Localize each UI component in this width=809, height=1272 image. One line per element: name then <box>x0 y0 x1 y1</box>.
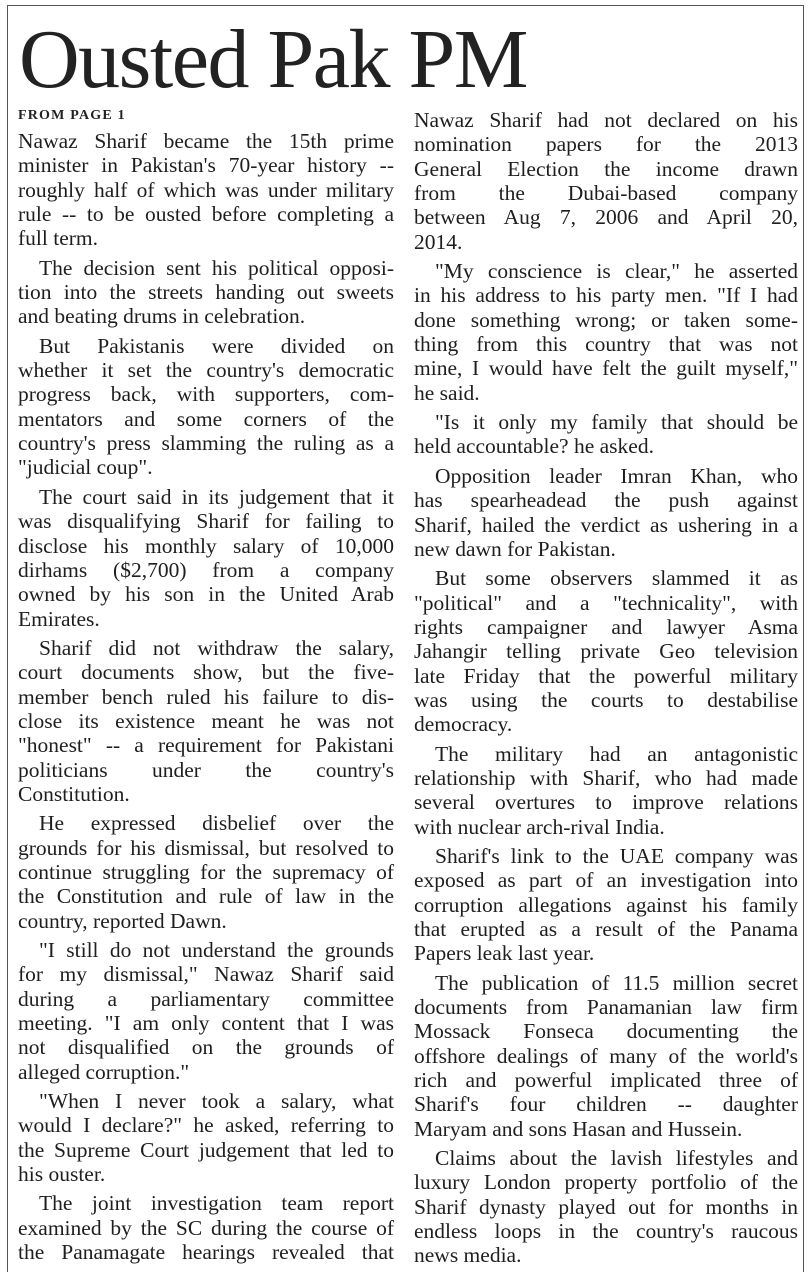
paragraph <box>18 811 394 933</box>
article-line: luxury London property portfolio of the <box>414 1170 798 1195</box>
article-line: progress back, with supporters, com- <box>18 382 394 407</box>
paragraph <box>18 256 394 329</box>
article-line: politicians under the country's <box>18 757 394 782</box>
paragraph <box>414 464 798 561</box>
article-line: whether it set the country's democratic <box>18 358 394 383</box>
article-line: documents from Panamanian law firm <box>414 995 798 1020</box>
article-line: roughly half of which was under military <box>18 177 394 202</box>
article-line: The joint investigation team report <box>39 1191 394 1216</box>
article-line: meeting. "I am only content that I was <box>18 1011 394 1036</box>
article-line: his ouster. <box>18 1162 106 1187</box>
column-left <box>18 108 394 1264</box>
article-line: Claims about the lavish lifestyles and <box>435 1146 798 1171</box>
paragraph <box>414 259 798 405</box>
article-line: during a parliamentary committee <box>18 986 394 1011</box>
article-line: the Panamagate hearings revealed that <box>18 1240 394 1265</box>
article-line: disclose his monthly salary of 10,000 <box>18 533 394 558</box>
article-line: The decision sent his political opposi- <box>39 255 394 280</box>
from-page-label: FROM PAGE 1 <box>18 108 126 123</box>
article-line: exposed as part of an investigation into <box>414 868 798 893</box>
article-line: 2014. <box>414 229 463 254</box>
article-line: Emirates. <box>18 606 100 631</box>
paragraph <box>18 636 394 806</box>
article-line: "judicial coup". <box>18 455 153 480</box>
article-line: with nuclear arch-rival India. <box>414 814 665 839</box>
article-line: news media. <box>414 1243 522 1268</box>
article-line: the Supreme Court judgement that led to <box>18 1137 394 1162</box>
article-line: thing from this country that was not <box>414 332 798 357</box>
article-line: rights campaigner and lawyer Asma <box>414 614 798 639</box>
article-line: in his address to his party men. "If I had <box>414 283 798 308</box>
article-line: done something wrong; or taken some- <box>414 307 798 332</box>
article-line: Jahangir telling private Geo television <box>414 639 798 664</box>
article-line: country, reported Dawn. <box>18 908 227 933</box>
article-line: full term. <box>18 226 99 251</box>
article-line: mentators and some corners of the <box>18 406 394 431</box>
article-line: alleged corruption." <box>18 1059 190 1084</box>
article-line: tion into the streets handing out sweets <box>18 280 394 305</box>
article-line: "honest" -- a requirement for Pakistani <box>18 733 394 758</box>
article-line: held accountable? he asked. <box>414 434 654 459</box>
article-line: Sharif dynasty played out for months in <box>414 1194 798 1219</box>
article-line: was using the courts to destabilise <box>414 687 798 712</box>
article-line: "I still do not understand the grounds <box>39 938 394 962</box>
article-line: offshore dealings of many of the world's <box>414 1043 798 1068</box>
article-line: would I declare?" he asked, referring to <box>18 1113 394 1138</box>
article-line: between Aug 7, 2006 and April 20, <box>414 205 798 230</box>
article-line: relationship with Sharif, who had made <box>414 765 798 790</box>
paragraph <box>414 971 798 1141</box>
article-line: The publication of 11.5 million secret <box>435 970 798 995</box>
article-line: examined by the SC during the course of <box>18 1215 394 1240</box>
article-line: several overtures to improve relations <box>414 790 798 815</box>
paragraph <box>18 1191 394 1264</box>
article-line: late Friday that the powerful military <box>414 663 798 688</box>
article-line: grounds for his dismissal, but resolved to <box>18 835 394 860</box>
article-line: But some observers slammed it as <box>435 566 798 591</box>
article-line: owned by his son in the United Arab <box>18 582 394 607</box>
paragraph <box>18 129 394 251</box>
paragraph <box>414 566 798 736</box>
article-line: democracy. <box>414 712 513 737</box>
article-line: General Election the income drawn <box>414 156 798 181</box>
paragraph <box>414 844 798 966</box>
column-right <box>414 108 798 1268</box>
headline: Ousted Pak PM <box>19 13 527 106</box>
article-line: Sharif's link to the UAE company was <box>435 843 798 868</box>
article-line: The court said in its judgement that it <box>39 484 394 509</box>
paragraph <box>414 410 798 459</box>
article-line: country's press slamming the ruling as a <box>18 431 394 456</box>
article-line: that erupted as a result of the Panama <box>414 917 798 941</box>
article-line: "When I never took a salary, what <box>39 1089 394 1114</box>
article-line: Papers leak last year. <box>414 941 595 966</box>
article-line: continue struggling for the supremacy of <box>18 859 394 884</box>
article-line: He expressed disbelief over the <box>39 811 394 836</box>
article-line: close its existence meant he was not <box>18 708 394 733</box>
article-line: Opposition leader Imran Khan, who <box>435 463 798 488</box>
article-line: The military had an antagonistic <box>435 741 798 766</box>
article-line: the Constitution and rule of law in the <box>18 884 394 909</box>
article-line: dirhams ($2,700) from a company <box>18 557 394 582</box>
paragraph <box>18 1089 394 1186</box>
article-line: endless loops in the country's raucous <box>414 1219 798 1244</box>
article-line: Sharif did not withdraw the salary, <box>39 635 394 660</box>
article-line: member bench ruled his failure to dis- <box>18 684 394 709</box>
article-line: "My conscience is clear," he asserted <box>435 259 798 284</box>
article-line: mine, I would have felt the guilt myself," <box>414 356 798 381</box>
article-line: nomination papers for the 2013 <box>414 132 798 157</box>
article-line: Maryam and sons Hasan and Hussein. <box>414 1116 743 1141</box>
paragraph <box>414 742 798 839</box>
article-line: and beating drums in celebration. <box>18 304 306 329</box>
paragraph <box>414 1146 798 1268</box>
paragraph <box>18 938 394 1084</box>
article-line: Sharif, hailed the verdict as ushering in a <box>414 512 798 537</box>
article-line: minister in Pakistan's 70-year history -- <box>18 153 394 178</box>
article-line: court documents show, but the five- <box>18 660 394 685</box>
article-line: he said. <box>414 380 480 405</box>
paragraph <box>18 485 394 631</box>
paragraph <box>414 108 798 254</box>
article-line: "political" and a "technicality", with <box>414 590 798 615</box>
article-line: Nawaz Sharif became the 15th prime <box>18 129 394 153</box>
article-line: for my dismissal," Nawaz Sharif said <box>18 962 394 987</box>
article-line: from the Dubai-based company <box>414 181 798 206</box>
article-line: new dawn for Pakistan. <box>414 536 616 561</box>
article-line: rich and powerful implicated three of <box>414 1068 798 1093</box>
paragraph <box>18 334 394 480</box>
article-line: rule -- to be ousted before completing a <box>18 202 394 227</box>
article-line: corruption allegations against his family <box>414 892 798 917</box>
article-line: Constitution. <box>18 781 130 806</box>
article-line: not disqualified on the grounds of <box>18 1035 394 1060</box>
article-line: Nawaz Sharif had not declared on his <box>414 108 798 132</box>
article-line: "Is it only my family that should be <box>435 410 798 435</box>
article-line: But Pakistanis were divided on <box>39 333 394 358</box>
article-line: was disqualifying Sharif for failing to <box>18 509 394 534</box>
article-line: has spearheadead the push against <box>414 488 798 513</box>
article-line: Sharif's four children -- daughter <box>414 1092 798 1117</box>
article-line: Mossack Fonseca documenting the <box>414 1019 798 1044</box>
